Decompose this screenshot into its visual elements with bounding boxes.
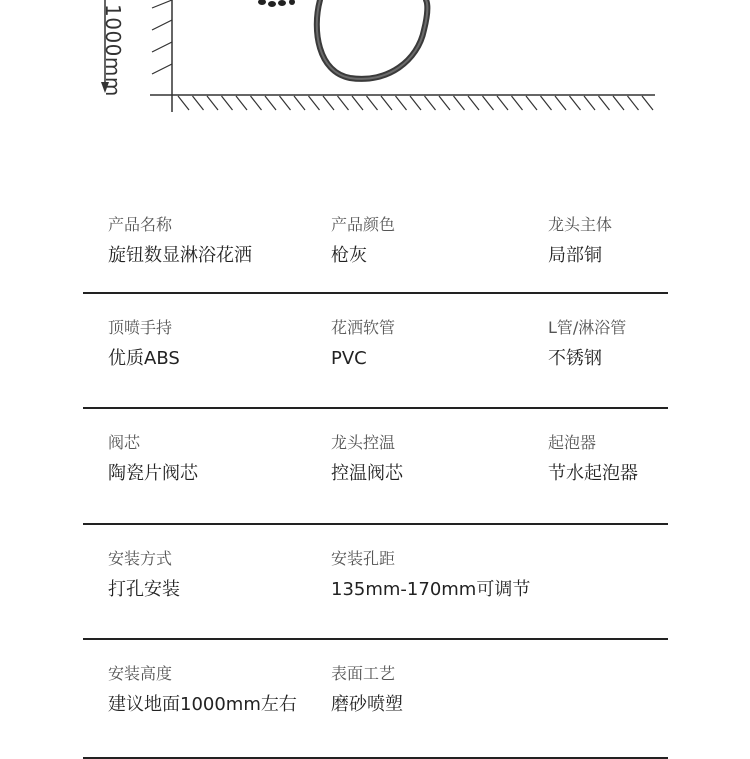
spec-value: 旋钮数显淋浴花洒: [108, 245, 252, 266]
floor-hatch: [178, 96, 653, 110]
spec-cell: [108, 433, 198, 485]
spec-cell: [331, 215, 395, 267]
wall-hatch: [152, 0, 172, 74]
spec-value: 建议地面1000mm左右: [108, 694, 297, 715]
spec-value: 枪灰: [331, 245, 367, 266]
spec-cell: [548, 215, 612, 267]
spec-value: 优质ABS: [108, 348, 180, 369]
spec-value: 局部铜: [548, 245, 602, 266]
spec-value: PVC: [331, 348, 367, 369]
shower-head-nozzles: [258, 0, 295, 7]
spec-value: 陶瓷片阀芯: [108, 463, 198, 484]
spec-label: 产品颜色: [331, 215, 396, 234]
spec-label: L管/淋浴管: [548, 318, 627, 337]
spec-label: 龙头控温: [331, 433, 396, 452]
spec-label: 产品名称: [108, 215, 173, 234]
shower-hose: [317, 0, 428, 79]
spec-row: [83, 192, 668, 294]
dimension-label: 1000mm: [101, 4, 125, 97]
spec-label: 安装高度: [108, 664, 173, 683]
spec-cell: [548, 433, 638, 485]
spec-label: 安装孔距: [331, 549, 396, 568]
spec-cell: [108, 549, 180, 601]
spec-cell: [108, 664, 297, 716]
spec-label: 花洒软管: [331, 318, 396, 337]
spec-value: 控温阀芯: [331, 463, 403, 484]
spec-cell: [331, 433, 403, 485]
spec-label: 龙头主体: [548, 215, 613, 234]
spec-value: 节水起泡器: [548, 463, 638, 484]
spec-cell: [331, 318, 395, 370]
spec-table: [83, 192, 668, 759]
spec-row: [83, 640, 668, 759]
spec-cell: [108, 318, 180, 370]
spec-cell: [548, 318, 626, 370]
spec-row: [83, 409, 668, 525]
spec-label: 起泡器: [548, 433, 597, 452]
spec-label: 安装方式: [108, 549, 173, 568]
spec-cell: [331, 664, 403, 716]
spec-value: 不锈钢: [548, 348, 602, 369]
spec-label: 阀芯: [108, 433, 141, 452]
spec-row: [83, 525, 668, 640]
spec-value: 磨砂喷塑: [331, 694, 403, 715]
spec-label: 表面工艺: [331, 664, 396, 683]
spec-cell: [331, 549, 530, 601]
spec-cell: [108, 215, 252, 267]
spec-label: 顶喷手持: [108, 318, 173, 337]
spec-value: 打孔安装: [108, 579, 180, 600]
spec-row: [83, 294, 668, 409]
installation-diagram: [0, 0, 750, 125]
spec-value: 135mm-170mm可调节: [331, 579, 531, 600]
